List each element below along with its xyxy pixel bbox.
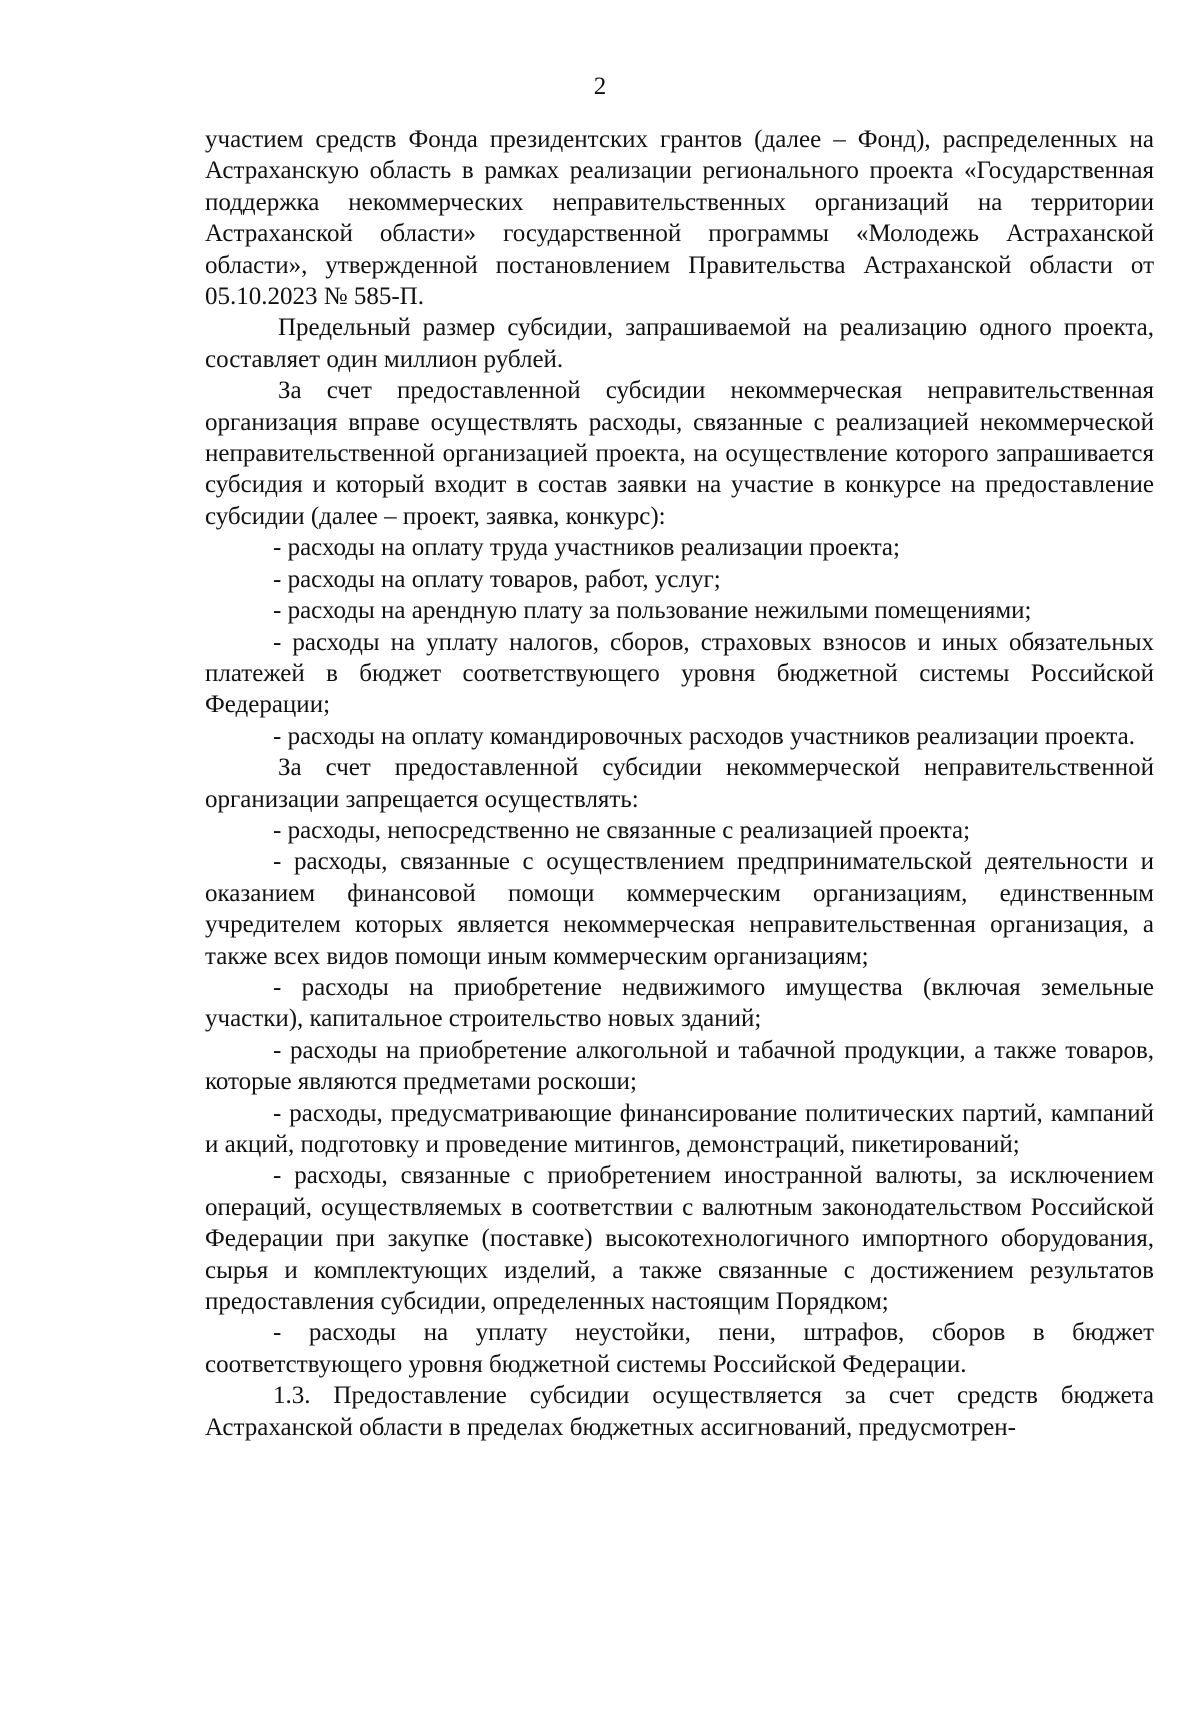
paragraph-allowed-expenses: За счет предоставленной субсидии некоммерческая неправительственная организация вправе осуществлять расходы, связанные с реализацией некоммерческой неправительственной организацией проекта, на осуществление которого запрашивается субсидия и который входит в состав заявки на участие в конкурсе на предоставление субсидии (далее – проект, заявка, конкурс): <box>205 377 1154 530</box>
list-item-political: - расходы, предусматривающие финансирование политических партий, кампаний и акций, подготовку и проведение митингов, демонстраций, пикетирований; <box>205 1099 1154 1158</box>
list-item-foreign-currency: - расходы, связанные с приобретением иностранной валюты, за исключением операций, осуществляемых в соответствии с валютным законодательством Российской Федерации при закупке (поставке) высокотехнологичного импортного оборудования, сырья и комплектующих изделий, а также связанные с достижением результатов предоставления субсидии, определенных настоящим Порядком; <box>205 1162 1154 1316</box>
list-item-alcohol-tobacco: - расходы на приобретение алкогольной и табачной продукции, а также товаров, которые являются предметами роскоши; <box>205 1036 1154 1096</box>
list-item-unrelated: - расходы, непосредственно не связанные с реализацией проекта; <box>273 816 971 844</box>
document-body <box>205 124 1154 1443</box>
paragraph-fund-participation: участием средств Фонда президентских грантов (далее – Фонд), распределенных на Астраханскую область в рамках реализации регионального проекта «Государственная поддержка некоммерческих неправительственных организаций на территории Астраханской области» государственной программы «Молодежь Астраханской области», утвержденной постановлением Правительства Астраханской области от 05.10.2023 № 585-П. <box>205 126 1154 311</box>
list-item-real-estate: - расходы на приобретение недвижимого имущества (включая земельные участки), капитальное строительство новых зданий; <box>205 973 1154 1033</box>
paragraph-prohibited-expenses: За счет предоставленной субсидии некоммерческой неправительственной организации запрещается осуществлять: <box>205 754 1154 813</box>
list-item-rent: - расходы на арендную плату за пользование нежилыми помещениями; <box>273 597 1032 625</box>
list-item-labor-costs: - расходы на оплату труда участников реализации проекта; <box>273 534 900 562</box>
list-item-penalties: - расходы на уплату неустойки, пени, штрафов, сборов в бюджет соответствующего уровня бюджетной системы Российской Федерации. <box>205 1319 1154 1378</box>
list-item-goods-services: - расходы на оплату товаров, работ, услуг; <box>273 565 721 593</box>
list-item-taxes: - расходы на уплату налогов, сборов, страховых взносов и иных обязательных платежей в бюджет соответствующего уровня бюджетной системы Российской Федерации; <box>205 628 1154 719</box>
list-item-travel: - расходы на оплату командировочных расходов участников реализации проекта. <box>273 722 1135 750</box>
list-item-business-activity: - расходы, связанные с осуществлением предпринимательской деятельности и оказанием финансовой помощи коммерческим организациям, единственным учредителем которых является некоммерческая неправительственная организация, а также всех видов помощи иным коммерческим организациям; <box>205 848 1154 970</box>
page-number: 2 <box>593 73 607 100</box>
paragraph-subsidy-limit: Предельный размер субсидии, запрашиваемой на реализацию одного проекта, составляет один миллион рублей. <box>205 314 1154 373</box>
paragraph-section-1-3: 1.3. Предоставление субсидии осуществляется за счет средств бюджета Астраханской области в пределах бюджетных ассигнований, предусмотрен- <box>205 1382 1154 1441</box>
